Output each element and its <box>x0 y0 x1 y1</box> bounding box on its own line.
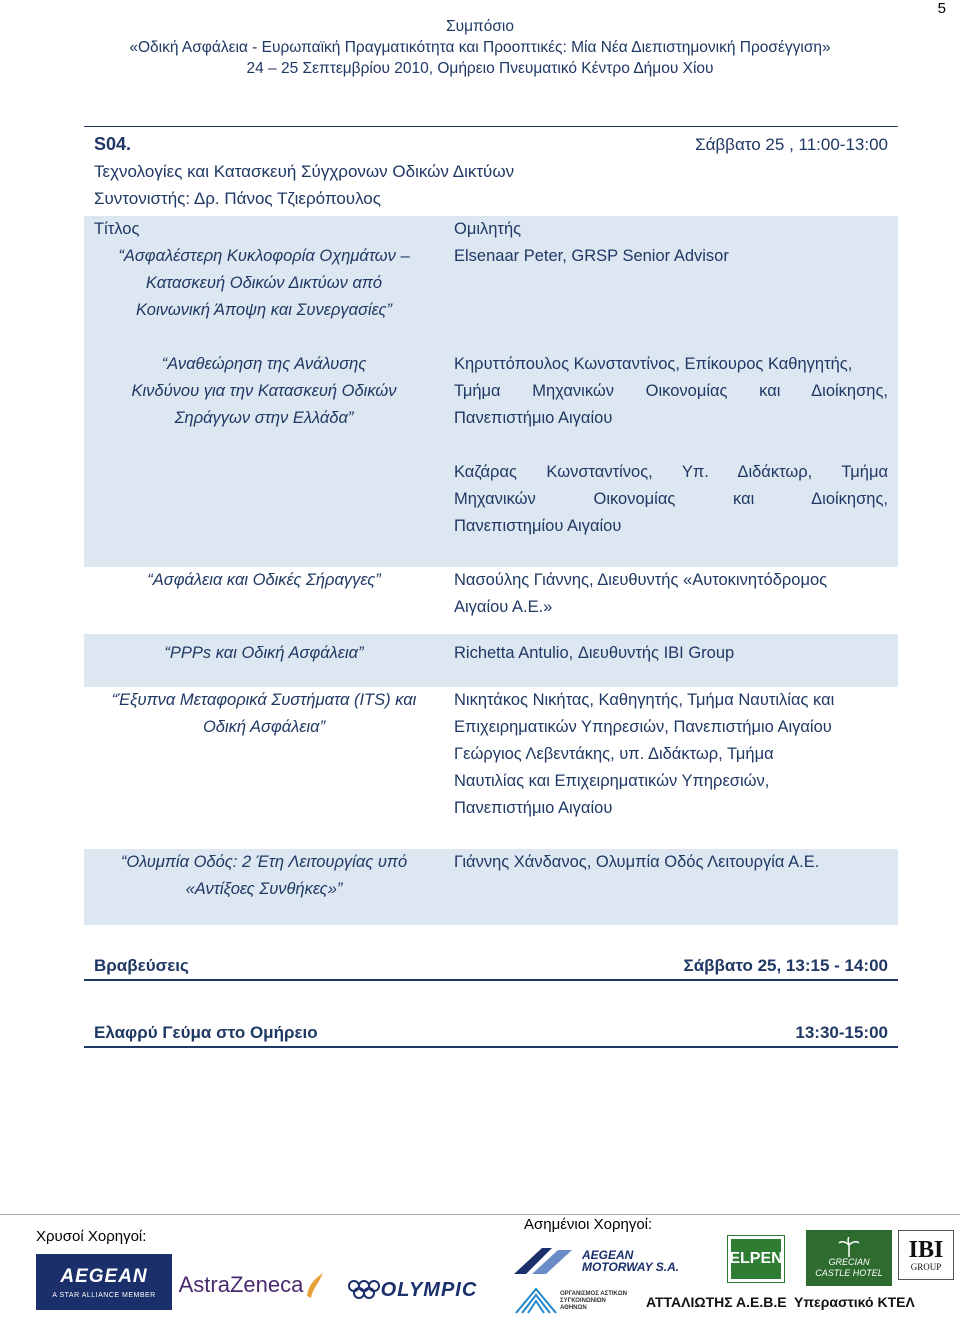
program-table <box>84 216 898 925</box>
talk-speaker <box>444 351 898 567</box>
aegean-logo-text: AEGEAN <box>60 1265 148 1287</box>
title-line: “Ολυμπία Οδός: 2 Έτη Λειτουργίας υπό <box>120 853 408 871</box>
ktel-sponsor: Υπεραστικό ΚΤΕΛ <box>794 1294 915 1310</box>
elpen-logo-text: ELPEN <box>729 1250 783 1267</box>
speaker-line: Μηχανικών Οικονομίας και Διοίκησης, <box>454 490 888 508</box>
talk-title <box>84 351 444 567</box>
session-date: Σάββατο 25 , 11:00-13:00 <box>695 135 888 154</box>
talk-title <box>84 849 444 903</box>
table-row-spacer <box>84 621 898 634</box>
astrazeneca-swirl-icon <box>303 1270 327 1300</box>
attaliotis-sponsor: ΑΤΤΑΛΙΩΤΗΣ Α.Ε.Β.Ε <box>646 1294 787 1310</box>
page-number: 5 <box>937 0 946 17</box>
oasa-emblem-icon <box>512 1285 560 1317</box>
speaker-line: Πανεπιστημίου Αιγαίου <box>454 517 622 535</box>
aegean-logo <box>36 1254 172 1310</box>
session-code: S04. <box>94 134 132 154</box>
lunch-label: Ελαφρύ Γεύμα στο Ομήρειο <box>94 1023 318 1042</box>
aegean-motorway-logo-text: AEGEAN MOTORWAY S.A. <box>582 1248 680 1274</box>
gold-sponsors-label: Χρυσοί Χορηγοί: <box>36 1228 147 1245</box>
title-line: “Αναθεώρηση της Ανάλυσης <box>161 355 367 373</box>
talk-speaker <box>444 687 898 849</box>
header-line-3: 24 – 25 Σεπτεμβρίου 2010, Ομήρειο Πνευματικό Κέντρο Δήμου Χίου <box>246 60 714 77</box>
silver-sponsors-label: Ασημένιοι Χορηγοί: <box>524 1216 653 1233</box>
session-head <box>84 127 898 212</box>
table-row <box>84 351 898 567</box>
title-line: “PPPs και Οδική Ασφάλεια” <box>164 644 364 662</box>
lunch-bar <box>84 1020 898 1048</box>
talk-title <box>84 243 444 324</box>
speaker-line: Elsenaar Peter, GRSP Senior Advisor <box>454 247 729 265</box>
ibi-logo-text: IBI <box>908 1237 944 1263</box>
speaker-line: Νασούλης Γιάννης, Διευθυντής «Αυτοκινητόδρομος <box>454 571 828 589</box>
speaker-line: Πανεπιστήμιο Αιγαίου <box>454 799 613 817</box>
speaker-line: Τμήμα Μηχανικών Οικονομίας και Διοίκησης, <box>454 382 888 400</box>
column-header-title: Τίτλος <box>94 220 140 238</box>
speaker-line: Κηρυττόπουλος Κωνσταντίνος, Επίκουρος Καθηγητής, <box>454 355 853 373</box>
olympic-rings-icon <box>347 1278 381 1302</box>
session-block <box>84 126 898 925</box>
astrazeneca-logo-text: AstraZeneca <box>178 1272 304 1297</box>
title-line: Σηράγγων στην Ελλάδα” <box>174 409 354 427</box>
speaker-line: Γεώργιος Λεβεντάκης, υπ. Διδάκτωρ, Τμήμα <box>454 745 774 763</box>
speaker-line: Νικητάκος Νικήτας, Καθηγητής, Τμήμα Ναυτιλίας και <box>454 691 835 709</box>
talk-speaker <box>444 640 898 667</box>
table-header-row <box>84 216 898 243</box>
olympic-logo <box>332 1270 492 1310</box>
title-line: Οδική Ασφάλεια” <box>202 718 326 736</box>
talk-title <box>84 640 444 667</box>
title-line: “Ασφαλέστερη Κυκλοφορία Οχημάτων – <box>118 247 410 265</box>
speaker-line: Καζάρας Κωνσταντίνος, Υπ. Διδάκτωρ, Τμήμα <box>454 463 888 481</box>
ibi-logo-subtext: GROUP <box>910 1262 942 1272</box>
column-header-speaker: Ομιλητής <box>454 220 522 238</box>
talk-title <box>84 687 444 849</box>
title-line: Κινδύνου για την Κατασκευή Οδικών <box>131 382 397 400</box>
session-coordinator: Συντονιστής: Δρ. Πάνος Τζιερόπουλος <box>94 189 381 208</box>
header-line-1: Συμπόσιο <box>446 18 514 35</box>
motorway-road-icon <box>512 1244 582 1278</box>
speaker-line: Γιάννης Χάνδανος, Ολυμπία Οδός Λειτουργία Α.Ε. <box>454 853 820 871</box>
header-line-2: «Οδική Ασφάλεια - Ευρωπαϊκή Πραγματικότητα και Προοπτικές: Μία Νέα Διεπιστημονική Προσέγγιση» <box>129 39 831 56</box>
talk-speaker <box>444 567 898 621</box>
lunch-time: 13:30-15:00 <box>795 1023 888 1042</box>
oasa-logo <box>512 1284 642 1318</box>
talk-title <box>84 567 444 621</box>
speaker-line: Αιγαίου Α.Ε.» <box>454 598 553 616</box>
aegean-logo-subtext: A STAR ALLIANCE MEMBER <box>52 1291 156 1299</box>
olympic-logo-text: OLYMPIC <box>380 1278 478 1301</box>
elpen-logo <box>728 1236 784 1282</box>
session-title: Τεχνολογίες και Κατασκευή Σύγχρονων Οδικών Δικτύων <box>94 162 515 181</box>
footer-divider <box>0 1214 960 1215</box>
table-row <box>84 687 898 849</box>
oasa-logo-text: ΟΡΓΑΝΙΣΜΟΣ ΑΣΤΙΚΩΝ ΣΥΓΚΟΙΝΩΝΙΩΝ ΑΘΗΝΩΝ <box>560 1290 628 1311</box>
title-line: Κατασκευή Οδικών Δικτύων από <box>145 274 383 292</box>
speaker-line: Richetta Antulio, Διευθυντής IBI Group <box>454 644 735 662</box>
awards-time: Σάββατο 25, 13:15 - 14:00 <box>683 956 888 975</box>
title-line: Κοινωνική Άποψη και Συνεργασίες” <box>135 301 393 319</box>
talk-speaker <box>444 849 898 903</box>
aegean-motorway-logo <box>512 1240 692 1282</box>
palm-tree-icon <box>837 1237 861 1257</box>
table-row <box>84 567 898 621</box>
table-row <box>84 849 898 925</box>
table-row <box>84 243 898 324</box>
ibi-group-logo <box>898 1230 954 1280</box>
awards-bar <box>84 953 898 981</box>
grecian-castle-logo-text: GRECIAN CASTLE HOTEL <box>815 1257 883 1278</box>
astrazeneca-logo <box>178 1260 328 1310</box>
title-line: «Αντίξοες Συνθήκες»” <box>185 880 343 898</box>
awards-label: Βραβεύσεις <box>94 956 189 975</box>
grecian-castle-logo <box>806 1230 892 1286</box>
table-row <box>84 634 898 687</box>
speaker-line: Πανεπιστήμιο Αιγαίου <box>454 409 613 427</box>
speaker-line: Επιχειρηματικών Υπηρεσιών, Πανεπιστήμιο Αιγαίου <box>454 718 832 736</box>
title-line: “Ασφάλεια και Οδικές Σήραγγες” <box>147 571 381 589</box>
talk-speaker <box>444 243 898 324</box>
symposium-header <box>0 16 960 79</box>
speaker-line: Ναυτιλίας και Επιχειρηματικών Υπηρεσιών, <box>454 772 770 790</box>
table-row-spacer <box>84 324 898 351</box>
title-line: “Έξυπνα Μεταφορικά Συστήματα (ITS) και <box>111 691 417 709</box>
